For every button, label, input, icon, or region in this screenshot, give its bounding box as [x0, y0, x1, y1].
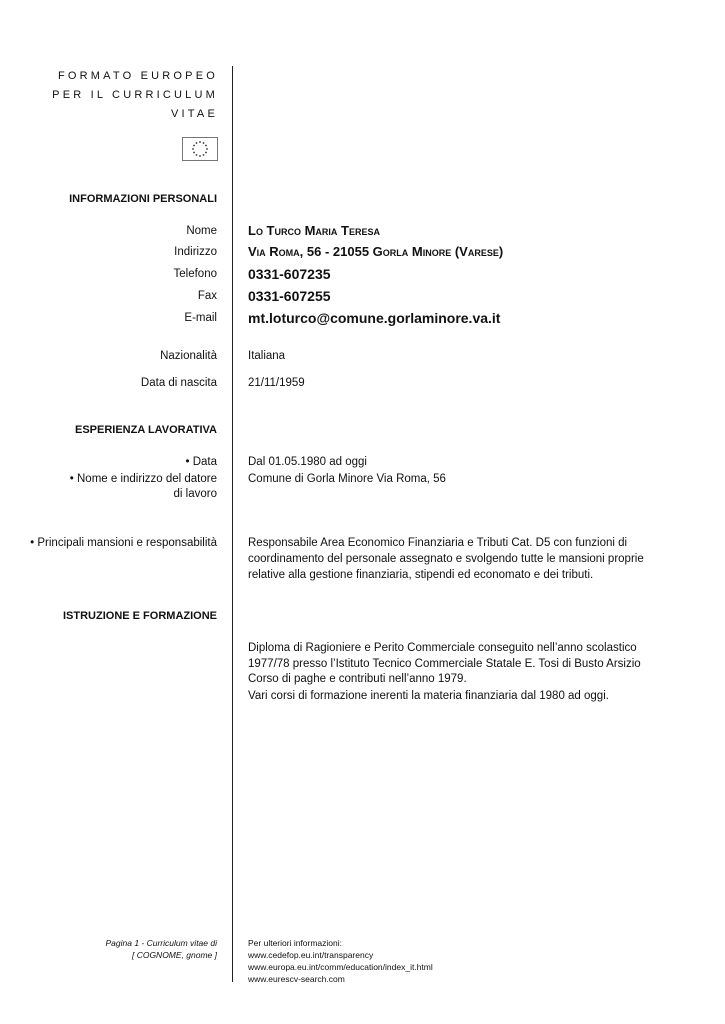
nationality-label: Nazionalità: [160, 350, 217, 362]
name-label: Nome: [186, 225, 217, 237]
birth-date-value: 21/11/1959: [248, 377, 305, 389]
duties-label: • Principali mansioni e responsabilità: [30, 537, 217, 549]
section-personal-info: INFORMAZIONI PERSONALI: [69, 193, 217, 205]
document-title: [52, 67, 218, 124]
birth-date-label: Data di nascita: [140, 377, 217, 389]
name-value: Lo Turco Maria Teresa: [248, 223, 380, 238]
education-item-3: Vari corsi di formazione inerenti la materia finanziaria dal 1980 ad oggi.: [248, 690, 609, 702]
employer-label: • Nome e indirizzo del datore di lavoro: [69, 473, 217, 500]
duties-value: Responsabile Area Economico Finanziaria e Tributi Cat. D5 con funzioni di coordinamento del personale assegnato e svolgendo tutte le mansioni proprie relative alla gestione finanziaria, stipendi ed economato e dei tributi.: [248, 537, 644, 581]
title-line-1: FORMATO EUROPEO: [57, 70, 218, 82]
footer-right-line-1: Per ulteriori informazioni:: [248, 938, 343, 948]
section-work-experience: ESPERIENZA LAVORATIVA: [75, 424, 217, 436]
fax-label: Fax: [197, 290, 217, 302]
footer-link-cedefop: www.cedefop.eu.int/transparency: [248, 950, 374, 960]
eu-flag-icon: [182, 137, 218, 161]
employer-value: Comune di Gorla Minore Via Roma, 56: [248, 473, 446, 485]
address-label: Indirizzo: [174, 246, 217, 258]
phone-value: 0331-607235: [248, 266, 331, 282]
work-date-label: • Data: [185, 456, 217, 468]
footer-link-eurescv: www.eurescv-search.com: [248, 974, 345, 984]
column-divider: [232, 66, 233, 982]
phone-label: Telefono: [173, 268, 217, 280]
nationality-value: Italiana: [248, 350, 286, 362]
education-item-1: Diploma di Ragioniere e Perito Commerciale conseguito nell’anno scolastico 1977/78 presso l’Istituto Tecnico Commerciale Statale E. Tosi di Busto Arsizio: [248, 642, 641, 670]
email-label: E-mail: [184, 312, 217, 324]
work-date-value: Dal 01.05.1980 ad oggi: [248, 456, 367, 468]
footer-links: [248, 937, 433, 985]
footer-left-line-1: Pagina 1 - Curriculum vitae di: [105, 938, 217, 948]
email-value: mt.loturco@comune.gorlaminore.va.it: [248, 310, 501, 326]
footer-page-info: [106, 937, 218, 961]
title-line-3: VITAE: [171, 108, 218, 120]
title-line-2: PER IL CURRICULUM: [52, 89, 218, 101]
footer-left-line-2: [ COGNOME, gnome ]: [131, 950, 217, 960]
fax-value: 0331-607255: [248, 288, 331, 304]
address-value: Via Roma, 56 - 21055 Gorla Minore (Varese): [248, 244, 504, 259]
education-item-2: Corso di paghe e contributi nell’anno 1979.: [248, 673, 467, 685]
section-education: ISTRUZIONE E FORMAZIONE: [63, 610, 217, 622]
footer-link-europa: www.europa.eu.int/comm/education/index_it.html: [248, 962, 433, 972]
